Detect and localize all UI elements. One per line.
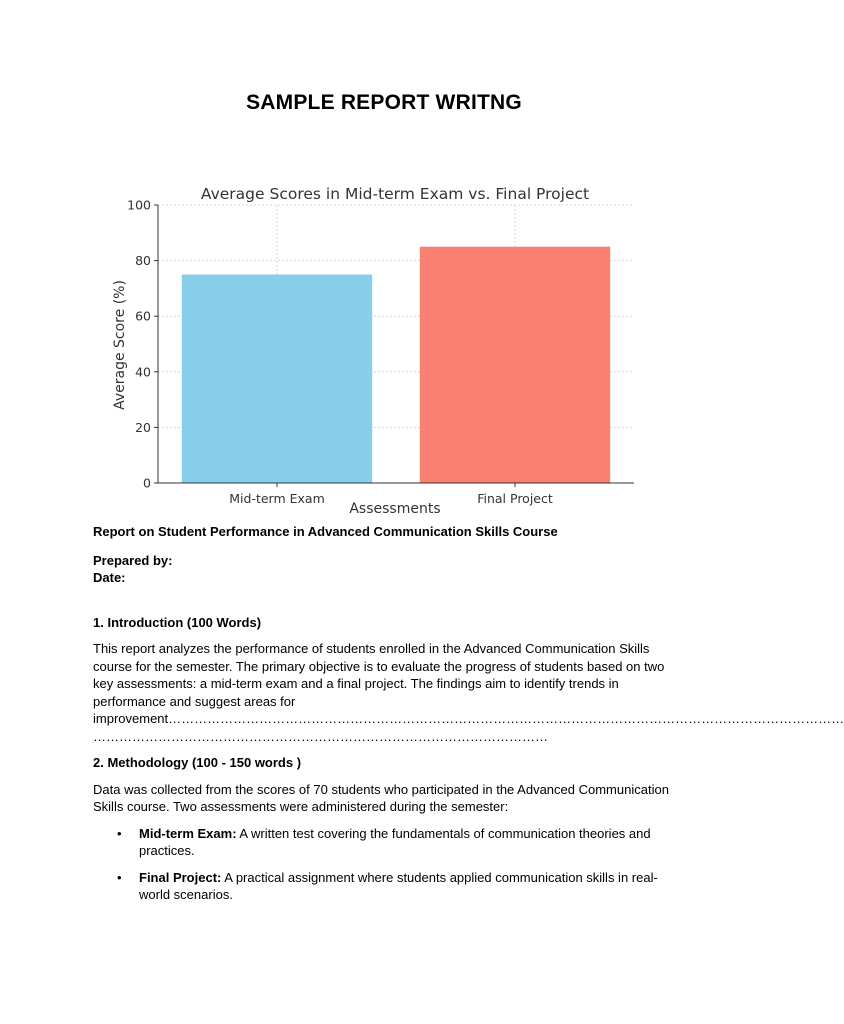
- bullet-icon: •: [117, 825, 122, 841]
- chart-bars: [182, 247, 610, 483]
- report-body: [93, 523, 844, 913]
- chart-svg: [100, 176, 640, 521]
- chart-y-tick-label: 60: [135, 308, 151, 324]
- list-item-term: Final Project:: [139, 869, 222, 885]
- assessment-list: [93, 825, 675, 904]
- list-item: [93, 825, 675, 860]
- chart-y-tick-label: 100: [127, 197, 151, 213]
- introduction-heading: 1. Introduction (100 Words): [93, 614, 262, 630]
- introduction-paragraph: [93, 640, 844, 745]
- date-label: Date:: [93, 570, 126, 585]
- introduction-text: This report analyzes the performance of students enrolled in the Advanced Communication Skills course for the semester. The primary objective is to evaluate the progress of students based on two key assessments: a mid-term exam and a final project. The findings aim to identify trends in performance and suggest areas for: [93, 641, 665, 709]
- chart-bar: [420, 247, 610, 483]
- chart-x-tick-label: Mid-term Exam: [229, 491, 325, 506]
- chart-y-tick-label: 80: [135, 253, 151, 269]
- chart-y-axis-label: Average Score (%): [112, 280, 128, 410]
- continuation-word: improvement: [93, 711, 169, 726]
- report-heading: Report on Student Performance in Advanced Communication Skills Course: [93, 524, 558, 539]
- chart-title: Average Scores in Mid-term Exam vs. Final Project: [200, 185, 590, 203]
- list-item-term: Mid-term Exam:: [139, 825, 237, 841]
- list-item: [93, 869, 675, 904]
- introduction-dots-line: ……………………………………………………………………………………………: [93, 728, 548, 744]
- continuation-dots: …………………………………………………………………………………………………………………………………………: [168, 711, 844, 726]
- chart-x-tick-label: Final Project: [477, 491, 553, 506]
- chart-y-tick-label: 0: [143, 475, 151, 491]
- bar-chart: [100, 176, 640, 521]
- chart-x-axis-label: Assessments: [349, 501, 441, 517]
- report-meta: [93, 552, 675, 587]
- list-item-text: A practical assignment where students applied communication skills in real-world scenarios.: [139, 869, 658, 902]
- list-item-text: A written test covering the fundamentals of communication theories and practices.: [139, 825, 651, 858]
- bullet-icon: •: [117, 869, 122, 885]
- chart-bar: [182, 275, 372, 484]
- introduction-continuation: [93, 710, 844, 728]
- chart-y-tick-label: 20: [135, 419, 151, 435]
- methodology-heading: 2. Methodology (100 - 150 words ): [93, 755, 302, 770]
- methodology-paragraph: Data was collected from the scores of 70 students who participated in the Advanced Communication Skills course. Two assessments were administered during the semester:: [93, 781, 669, 814]
- chart-y-tick-label: 40: [135, 364, 151, 380]
- prepared-by-label: Prepared by:: [93, 552, 173, 568]
- page-title: SAMPLE REPORT WRITNG: [246, 91, 522, 114]
